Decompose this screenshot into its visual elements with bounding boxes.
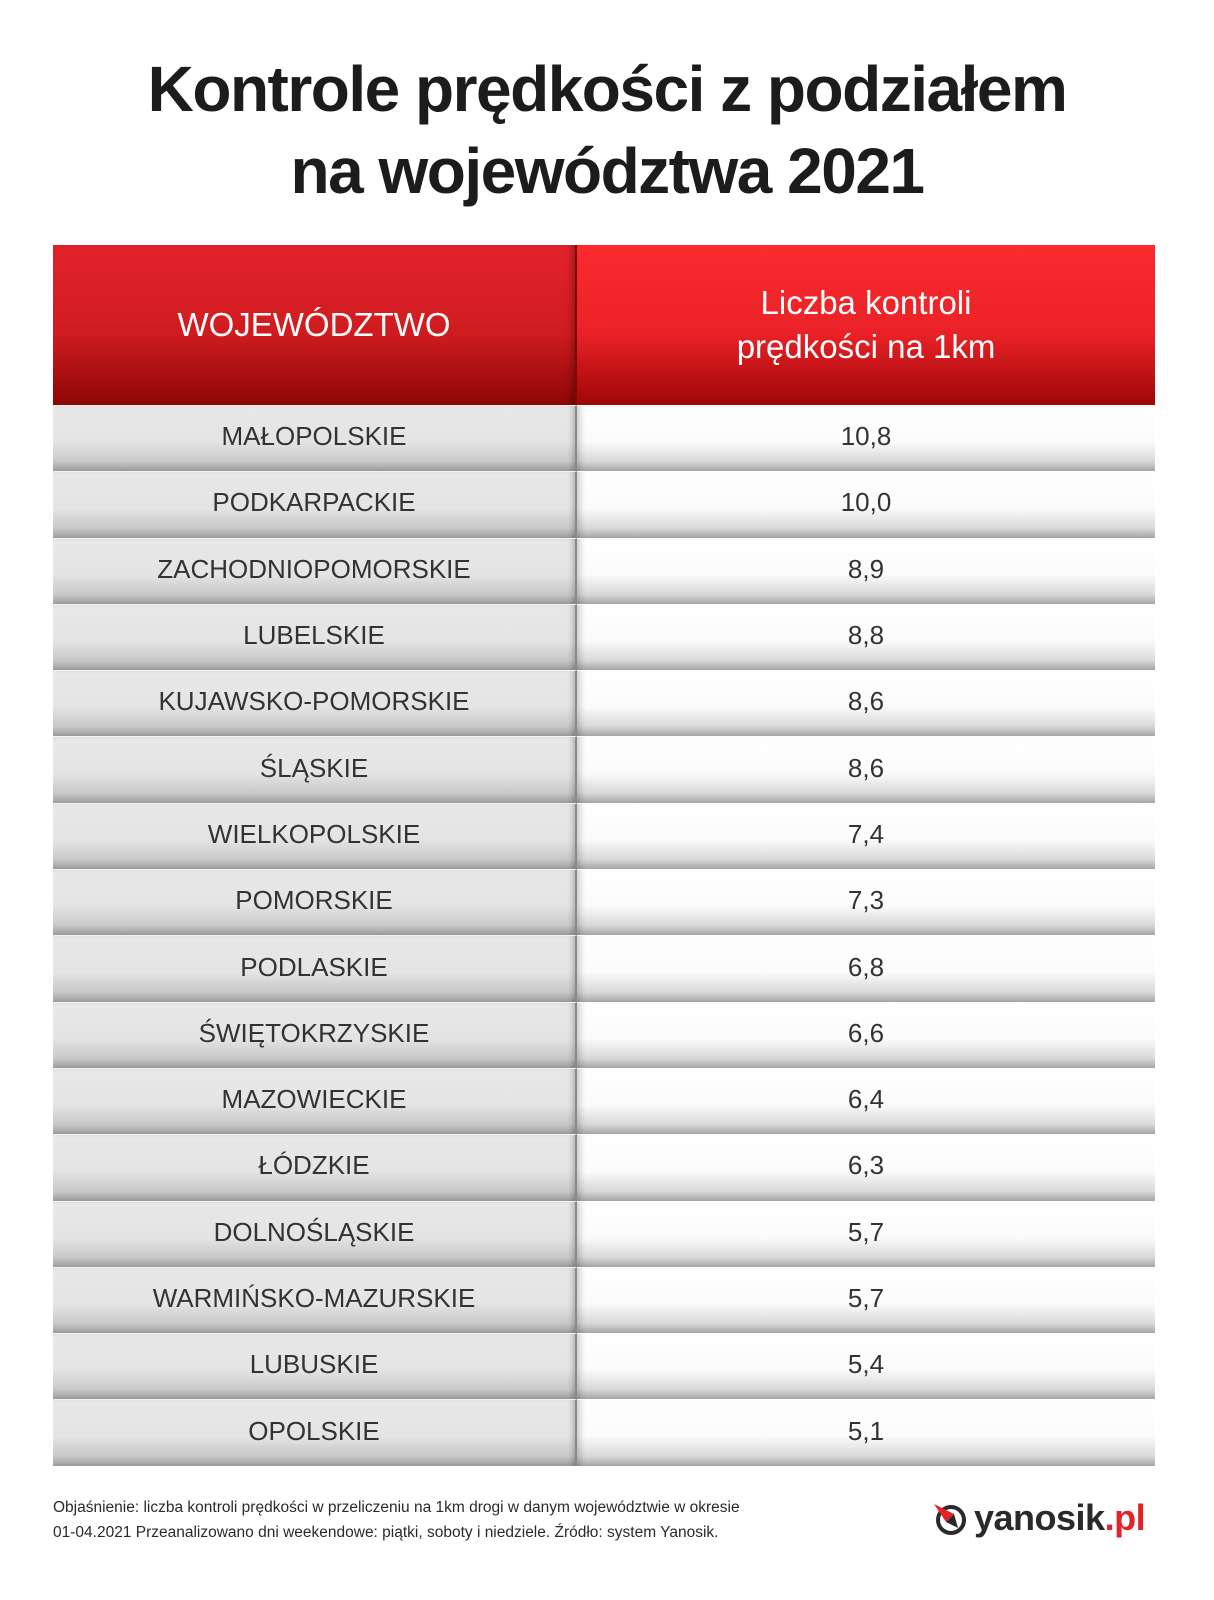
value-cell: 6,4 (577, 1068, 1155, 1134)
region-cell: LUBELSKIE (53, 604, 577, 670)
yanosik-logo (932, 1498, 1145, 1538)
table-row (53, 471, 1155, 537)
table-row (53, 1134, 1155, 1200)
region-cell: PODKARPACKIE (53, 471, 577, 537)
table-row (53, 1333, 1155, 1399)
region-cell: OPOLSKIE (53, 1399, 577, 1465)
region-cell: KUJAWSKO-POMORSKIE (53, 670, 577, 736)
value-cell: 8,6 (577, 736, 1155, 802)
page-title (0, 48, 1214, 212)
table-row (53, 803, 1155, 869)
region-cell: MAZOWIECKIE (53, 1068, 577, 1134)
region-cell: WARMIŃSKO-MAZURSKIE (53, 1267, 577, 1333)
value-cell: 7,4 (577, 803, 1155, 869)
footnote-line-1: Objaśnienie: liczba kontroli prędkości w przeliczeniu na 1km drogi w danym województwie w okresie (53, 1499, 740, 1516)
table-row (53, 1267, 1155, 1333)
header-region: WOJEWÓDZTWO (53, 245, 577, 405)
table-row (53, 1201, 1155, 1267)
table-header (53, 245, 1155, 405)
title-line-1: Kontrole prędkości z podziałem (147, 53, 1067, 125)
value-cell: 5,1 (577, 1399, 1155, 1465)
region-cell: ZACHODNIOPOMORSKIE (53, 538, 577, 604)
value-cell: 7,3 (577, 869, 1155, 935)
value-cell: 10,8 (577, 405, 1155, 471)
footnote-line-2: 01-04.2021 Przeanalizowano dni weekendowe: piątki, soboty i niedziele. Źródło: system Yanosik. (53, 1524, 719, 1541)
value-cell: 8,9 (577, 538, 1155, 604)
table-row (53, 869, 1155, 935)
region-cell: ŚLĄSKIE (53, 736, 577, 802)
table-row (53, 538, 1155, 604)
value-cell: 6,6 (577, 1002, 1155, 1068)
logo-tld: .pl (1104, 1497, 1146, 1538)
header-value-line-1: Liczba kontroli (760, 284, 972, 321)
header-value-line-2: prędkości na 1km (736, 328, 996, 365)
speed-controls-table (53, 245, 1155, 1466)
region-cell: MAŁOPOLSKIE (53, 405, 577, 471)
header-value (577, 245, 1155, 405)
footnote (53, 1495, 813, 1545)
table-row (53, 1399, 1155, 1465)
value-cell: 5,7 (577, 1267, 1155, 1333)
region-cell: DOLNOŚLĄSKIE (53, 1201, 577, 1267)
region-cell: POMORSKIE (53, 869, 577, 935)
region-cell: PODLASKIE (53, 935, 577, 1001)
table-body (53, 405, 1155, 1466)
region-cell: ŁÓDZKIE (53, 1134, 577, 1200)
table-row (53, 935, 1155, 1001)
region-cell: ŚWIĘTOKRZYSKIE (53, 1002, 577, 1068)
value-cell: 5,4 (577, 1333, 1155, 1399)
table-row (53, 736, 1155, 802)
value-cell: 8,6 (577, 670, 1155, 736)
table-row (53, 1002, 1155, 1068)
table-row (53, 1068, 1155, 1134)
value-cell: 10,0 (577, 471, 1155, 537)
table-row (53, 405, 1155, 471)
region-cell: LUBUSKIE (53, 1333, 577, 1399)
value-cell: 5,7 (577, 1201, 1155, 1267)
value-cell: 6,3 (577, 1134, 1155, 1200)
table-row (53, 604, 1155, 670)
region-cell: WIELKOPOLSKIE (53, 803, 577, 869)
table-row (53, 670, 1155, 736)
value-cell: 6,8 (577, 935, 1155, 1001)
value-cell: 8,8 (577, 604, 1155, 670)
title-line-2: na województwa 2021 (290, 135, 924, 207)
logo-name: yanosik (974, 1497, 1105, 1538)
yanosik-compass-icon (932, 1500, 968, 1536)
